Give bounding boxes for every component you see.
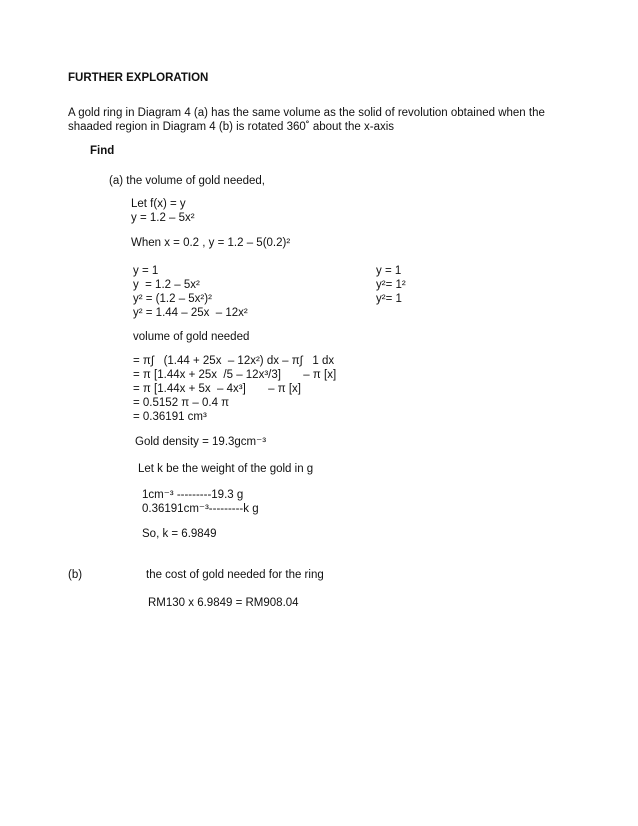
heading: FURTHER EXPLORATION (68, 72, 209, 84)
right-equation-2: y²= 1² (376, 279, 406, 291)
ratio-line-1: 1cm⁻³ ---------19.3 g (142, 489, 244, 501)
part-b-answer: RM130 x 6.9849 = RM908.04 (148, 597, 299, 609)
let-statement-2: y = 1.2 – 5x² (131, 212, 195, 224)
let-k-statement: Let k be the weight of the gold in g (138, 463, 314, 475)
volume-step-5: = 0.36191 cm³ (133, 411, 207, 423)
part-a-answer: So, k = 6.9849 (142, 528, 217, 540)
volume-step-4: = 0.5152 π – 0.4 π (133, 397, 230, 409)
find-label: Find (90, 145, 115, 157)
right-equation-1: y = 1 (376, 265, 402, 277)
volume-step-2: = π [1.44x + 25x /5 – 12x³/3] – π [x] (133, 369, 337, 381)
part-b-question: the cost of gold needed for the ring (146, 569, 324, 581)
when-statement: When x = 0.2 , y = 1.2 – 5(0.2)² (131, 237, 291, 249)
part-b-label: (b) (68, 569, 83, 581)
ratio-line-2: 0.36191cm⁻³---------k g (142, 503, 259, 515)
volume-step-1: = π∫ (1.44 + 25x – 12x²) dx – π∫ 1 dx (133, 355, 335, 367)
volume-step-3: = π [1.44x + 5x – 4x³] – π [x] (133, 383, 301, 395)
left-equation-2: y = 1.2 – 5x² (133, 279, 200, 291)
left-equation-4: y² = 1.44 – 25x – 12x² (133, 307, 248, 319)
part-a-question: (a) the volume of gold needed, (109, 175, 265, 187)
volume-label: volume of gold needed (133, 331, 250, 343)
intro-line-1: A gold ring in Diagram 4 (a) has the same volume as the solid of revolution obtained when the (68, 107, 545, 119)
intro-line-2: shaaded region in Diagram 4 (b) is rotated 360˚ about the x-axis (68, 121, 395, 133)
right-equation-3: y²= 1 (376, 293, 402, 305)
gold-density: Gold density = 19.3gcm⁻³ (135, 436, 267, 448)
let-statement-1: Let f(x) = y (131, 198, 186, 210)
left-equation-3: y² = (1.2 – 5x²)² (133, 293, 212, 305)
left-equation-1: y = 1 (133, 265, 159, 277)
